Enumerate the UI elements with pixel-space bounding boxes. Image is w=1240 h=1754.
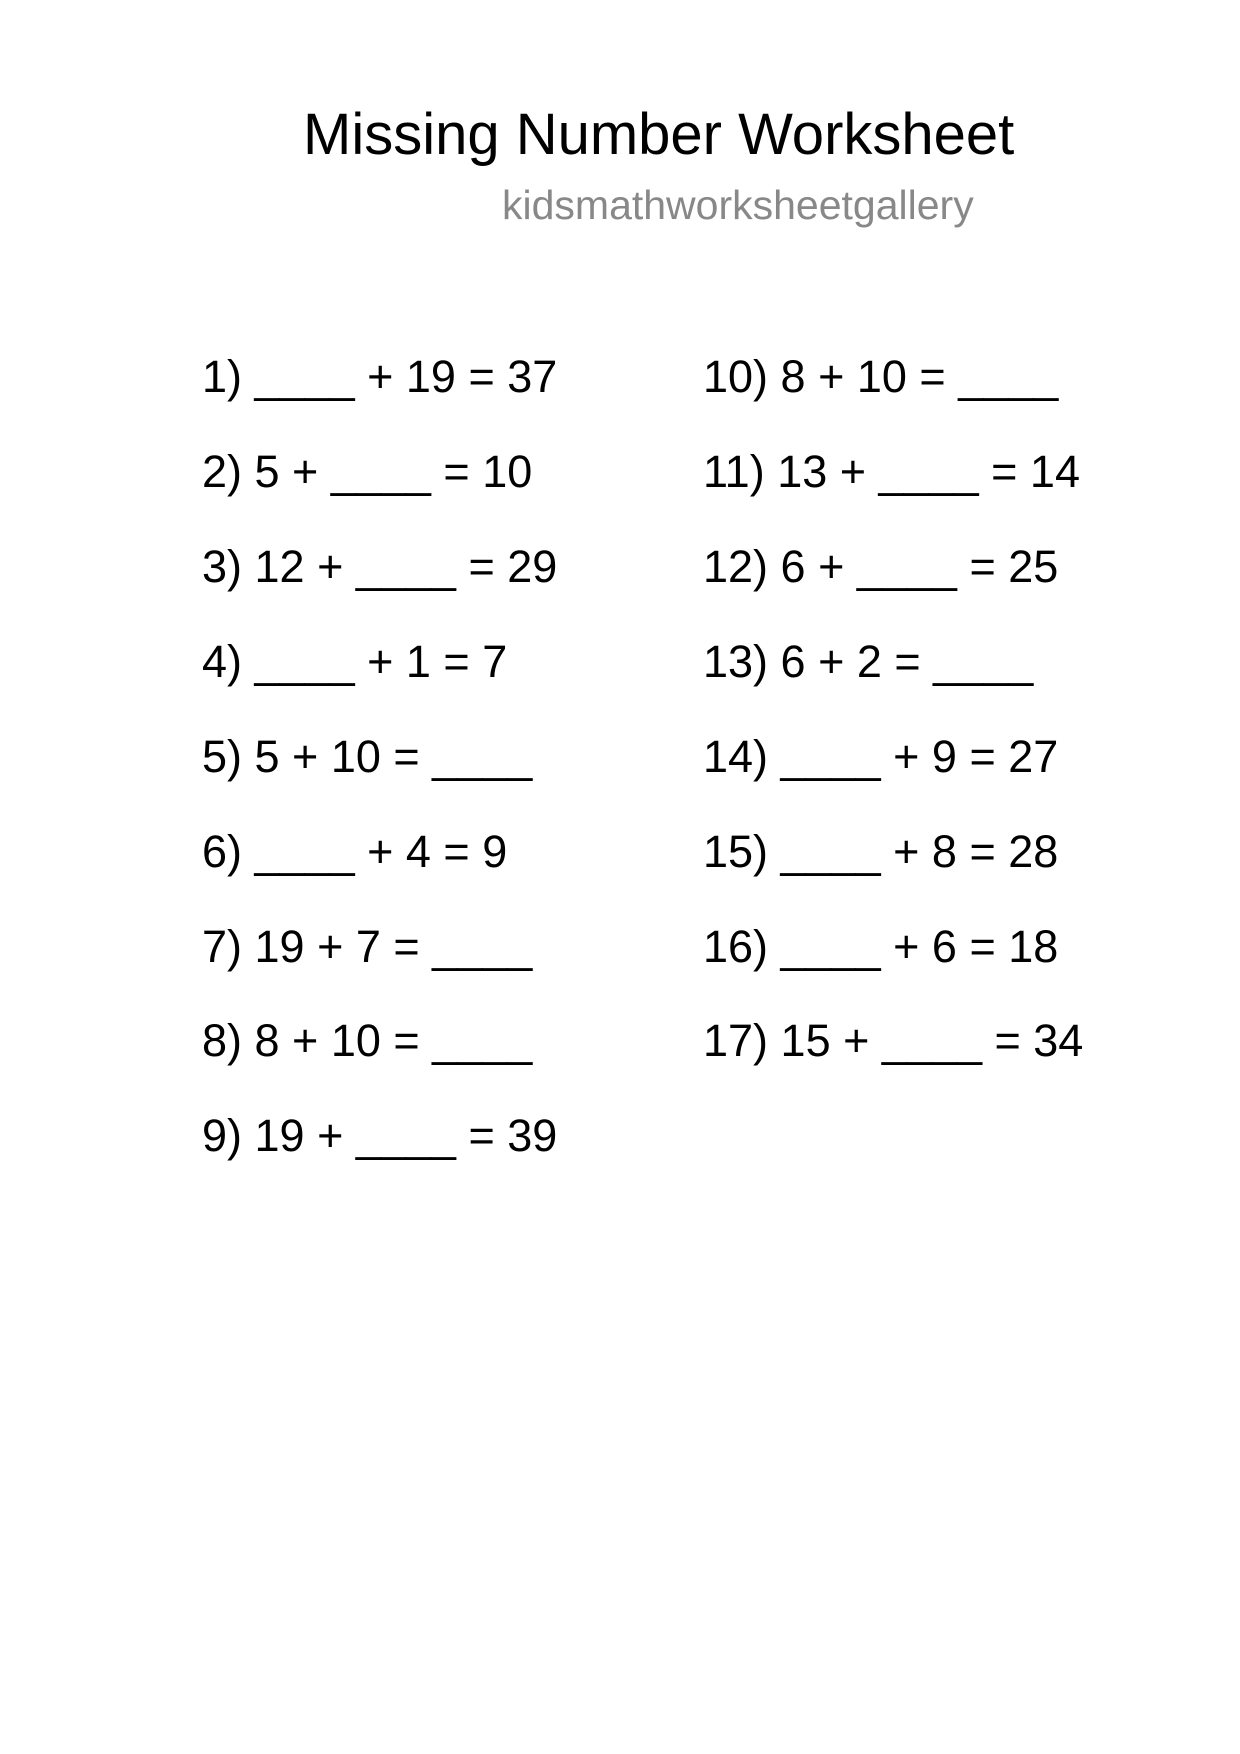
problem-item: 15) ____ + 8 = 28: [703, 826, 1059, 877]
problem-item: 9) 19 + ____ = 39: [202, 1110, 558, 1161]
problem-item: 4) ____ + 1 = 7: [202, 636, 508, 687]
problem-item: 10) 8 + 10 = ____: [703, 351, 1059, 402]
worksheet-title: Missing Number Worksheet: [303, 102, 1015, 167]
problem-item: 17) 15 + ____ = 34: [703, 1015, 1084, 1066]
problem-item: 2) 5 + ____ = 10: [202, 446, 533, 497]
problem-item: 12) 6 + ____ = 25: [703, 541, 1059, 592]
problem-item: 3) 12 + ____ = 29: [202, 541, 558, 592]
worksheet-subtitle: kidsmathworksheetgallery: [502, 182, 974, 228]
problem-item: 1) ____ + 19 = 37: [202, 351, 558, 402]
problem-item: 14) ____ + 9 = 27: [703, 731, 1059, 782]
problem-item: 5) 5 + 10 = ____: [202, 731, 533, 782]
problem-item: 8) 8 + 10 = ____: [202, 1015, 533, 1066]
problem-item: 13) 6 + 2 = ____: [703, 636, 1034, 687]
problem-item: 11) 13 + ____ = 14: [703, 446, 1080, 497]
problem-item: 7) 19 + 7 = ____: [202, 921, 533, 972]
problem-item: 6) ____ + 4 = 9: [202, 826, 508, 877]
problem-item: 16) ____ + 6 = 18: [703, 921, 1059, 972]
